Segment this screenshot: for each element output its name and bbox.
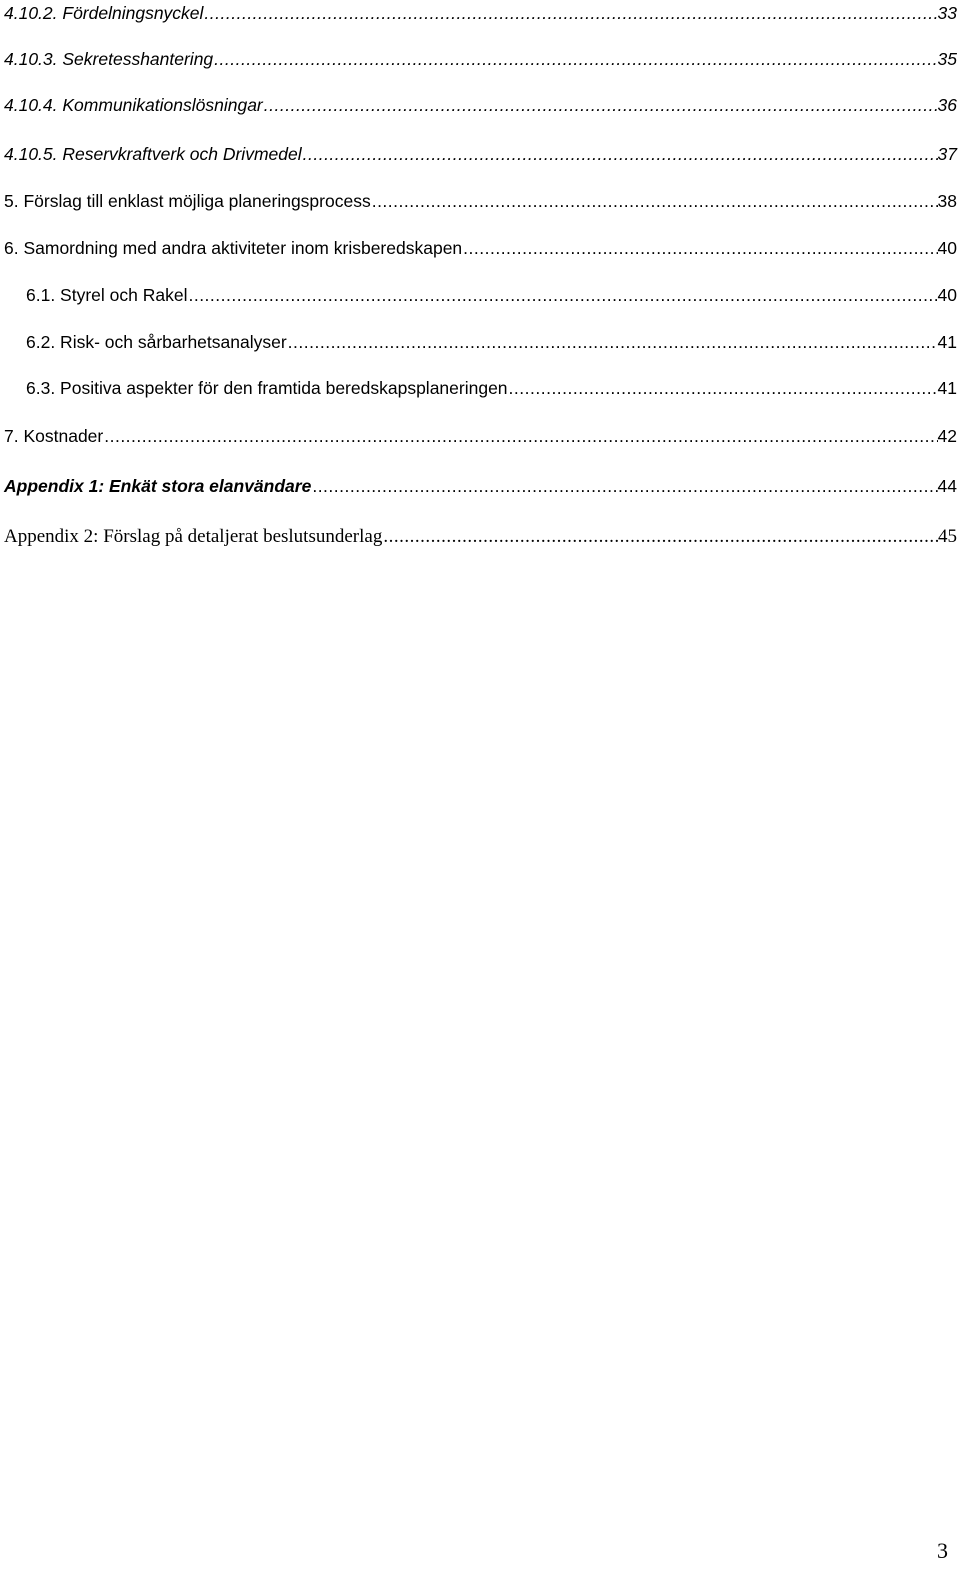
toc-entry-title: 6.3. Positiva aspekter för den framtida beredskapsplaneringen	[26, 378, 508, 398]
toc-entry[interactable]	[26, 375, 957, 401]
toc-entry-title: 4.10.2. Fördelningsnyckel	[4, 3, 204, 23]
toc-entry-page: 37	[937, 144, 957, 164]
toc-entry-page: 35	[937, 49, 957, 69]
toc-entry-page: 41	[937, 378, 957, 398]
toc-entry-page: 45	[938, 526, 957, 547]
toc-entry[interactable]	[4, 235, 957, 261]
toc-entry-page: 36	[937, 95, 957, 115]
toc-dot-leader	[508, 375, 938, 401]
toc-entry[interactable]	[26, 282, 957, 308]
toc-entry[interactable]	[4, 524, 957, 550]
toc-entry-title: 7. Kostnader	[4, 426, 104, 446]
toc-dot-leader	[187, 282, 937, 308]
toc-dot-leader	[462, 235, 937, 261]
toc-entry-title: 6.2. Risk- och sårbarhetsanalyser	[26, 332, 287, 352]
toc-entry[interactable]	[26, 329, 957, 355]
toc-entry[interactable]	[4, 46, 957, 72]
toc-dot-leader	[263, 92, 938, 118]
toc-entry-page: 40	[937, 238, 957, 258]
toc-dot-leader	[203, 0, 937, 26]
toc-entry-page: 40	[937, 285, 957, 305]
page-number: 3	[937, 1538, 948, 1563]
toc-entry-title: Appendix 2: Förslag på detaljerat beslutsunderlag	[4, 526, 383, 547]
toc-dot-leader	[213, 46, 937, 72]
toc-dot-leader	[302, 141, 938, 167]
toc-entry-page: 41	[937, 332, 957, 352]
toc-entry-page: 42	[937, 426, 957, 446]
toc-entry-title: 6.1. Styrel och Rakel	[26, 285, 188, 305]
toc-entry-title: 5. Förslag till enklast möjliga planeringsprocess	[4, 191, 371, 211]
toc-entry-title: 4.10.3. Sekretesshantering	[4, 49, 214, 69]
toc-entry[interactable]	[4, 423, 957, 449]
toc-dot-leader	[287, 329, 938, 355]
toc-entry[interactable]	[4, 473, 957, 499]
toc-entry-title: 4.10.4. Kommunikationslösningar	[4, 95, 263, 115]
toc-entry-page: 33	[937, 3, 957, 23]
toc-dot-leader	[382, 524, 938, 550]
toc-entry-title: Appendix 1: Enkät stora elanvändare	[4, 476, 312, 496]
toc-entry-page: 44	[937, 476, 957, 496]
toc-entry[interactable]	[4, 0, 957, 26]
toc-dot-leader	[103, 423, 937, 449]
toc-entry[interactable]	[4, 92, 957, 118]
toc-entry-page: 38	[937, 191, 957, 211]
toc-dot-leader	[311, 473, 937, 499]
toc-entry[interactable]	[4, 188, 957, 214]
toc-entry[interactable]	[4, 141, 957, 167]
toc-entry-title: 4.10.5. Reservkraftverk och Drivmedel	[4, 144, 302, 164]
toc-entry-title: 6. Samordning med andra aktiviteter inom krisberedskapen	[4, 238, 463, 258]
toc-dot-leader	[371, 188, 938, 214]
